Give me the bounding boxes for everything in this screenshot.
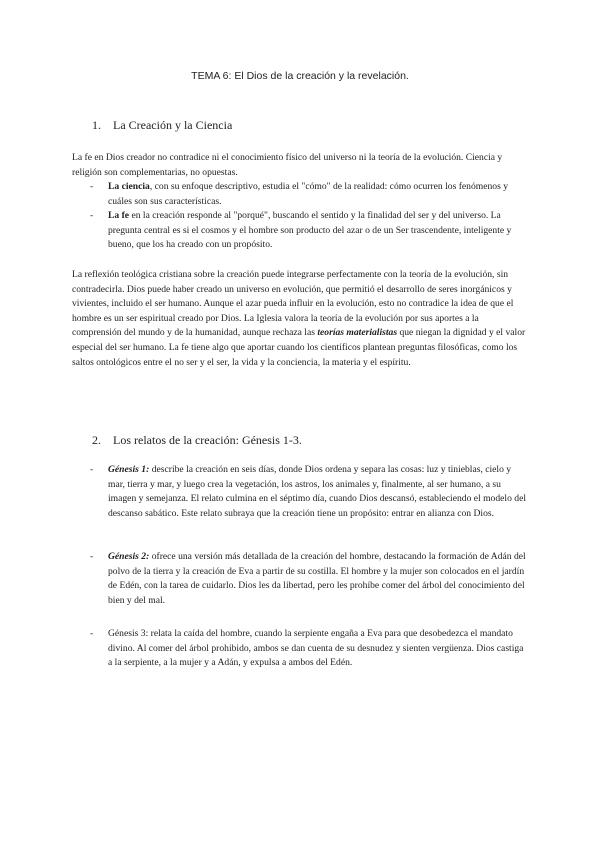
section-1-title: La Creación y la Ciencia [113, 118, 233, 132]
genesis-text: describe la creación en seis días, donde Dios ordena y separa las cosas: luz y tinieblas, cielo y mar, tierra y mar, y luego crea la vegetación, los astros, los animales y, finalmente, al ser humano, a su imagen y semejanza. El relato culmina en el séptimo día, cuando Dios descansó, estableciendo el modelo del descanso sabático. Este relato subraya que la creación tiene un propósito: entrar en alianza con Dios. [108, 464, 526, 519]
section-1-number: 1. [92, 118, 101, 132]
section-1-intro: La fe en Dios creador no contradice ni el conocimiento físico del universo ni la teoría de la evolución. Ciencia y religión son complementarias, no opuestas. [72, 152, 503, 178]
genesis-2-item [90, 550, 528, 608]
bullet-term: La fe [108, 210, 130, 221]
section-1-heading [92, 118, 232, 133]
bullet-dash: - [90, 181, 94, 192]
genesis-term: Génesis 2: [108, 551, 150, 562]
bullet-text: en la creación responde al "porqué", buscando el sentido y la finalidad del ser y del universo. La pregunta central es si el cosmos y el hombre son producto del azar o de un Ser trascendente, inteligente y bueno, que los ha creado con un propósito. [108, 210, 512, 251]
reflection-text-2: que niegan la dignidad y el valor especial del ser humano. La fe tiene algo que aportar cuando los científicos plantean preguntas filosóficas, como los saltos ontológicos entre el no ser y el ser, la vida y la conciencia, la materia y el espíritu. [72, 327, 526, 368]
bullet-term: La ciencia [108, 181, 150, 192]
genesis-text: ofrece una versión más detallada de la creación del hombre, destacando la formación de Adán del polvo de la tierra y la creación de Eva a partir de su costilla. El hombre y la mujer son colocados en el jardín de Edén, con la tarea de cuidarlo. Dios les da libertad, pero les prohíbe comer del árbol del conocimiento del bien y del mal. [108, 551, 526, 606]
section-2-heading [92, 433, 302, 448]
bullet-text: , con su enfoque descriptivo, estudia el "cómo" de la realidad: cómo ocurren los fenómenos y cuáles son sus características. [108, 181, 509, 207]
genesis-3-item [90, 627, 528, 671]
genesis-term: Génesis 1: [108, 464, 150, 475]
section-1-reflection [72, 268, 530, 370]
bullet-dash: - [90, 464, 94, 475]
document-title: TEMA 6: El Dios de la creación y la revelación. [191, 70, 409, 82]
reflection-text-1: La reflexión teológica cristiana sobre la creación puede integrarse perfectamente con la teoría de la evolución, sin contradecirla. Dios puede haber creado un universo en evolución, que permitió el desarrollo de seres inorgánicos y vivientes, incluido el ser humano. Aunque el azar pueda influir en la evolución, esto no contradice la idea de que el hombre es un ser espiritual creado por Dios. La Iglesia valora la teoría de la evolución por sus aportes a la comprensión del mundo y de la humanidad, aunque rechaza las [72, 269, 514, 339]
bullet-dash: - [90, 628, 94, 639]
bullet-dash: - [90, 551, 94, 562]
section-2-number: 2. [92, 433, 101, 447]
genesis-1-item [90, 463, 528, 521]
bullet-dash: - [90, 210, 94, 221]
genesis-text: Génesis 3: relata la caída del hombre, cuando la serpiente engaña a Eva para que desobedezca el mandato divino. Al comer del árbol prohibido, ambos se dan cuenta de su desnudez y sienten vergüenza. Dios castiga a la serpiente, a la mujer y a Adán, y expulsa a ambos del Edén. [108, 628, 524, 669]
bullet-ciencia [90, 180, 528, 209]
section-2-title: Los relatos de la creación: Génesis 1-3. [113, 433, 302, 447]
reflection-bold-term: teorías materialistas [317, 327, 398, 339]
bullet-fe [90, 209, 528, 253]
